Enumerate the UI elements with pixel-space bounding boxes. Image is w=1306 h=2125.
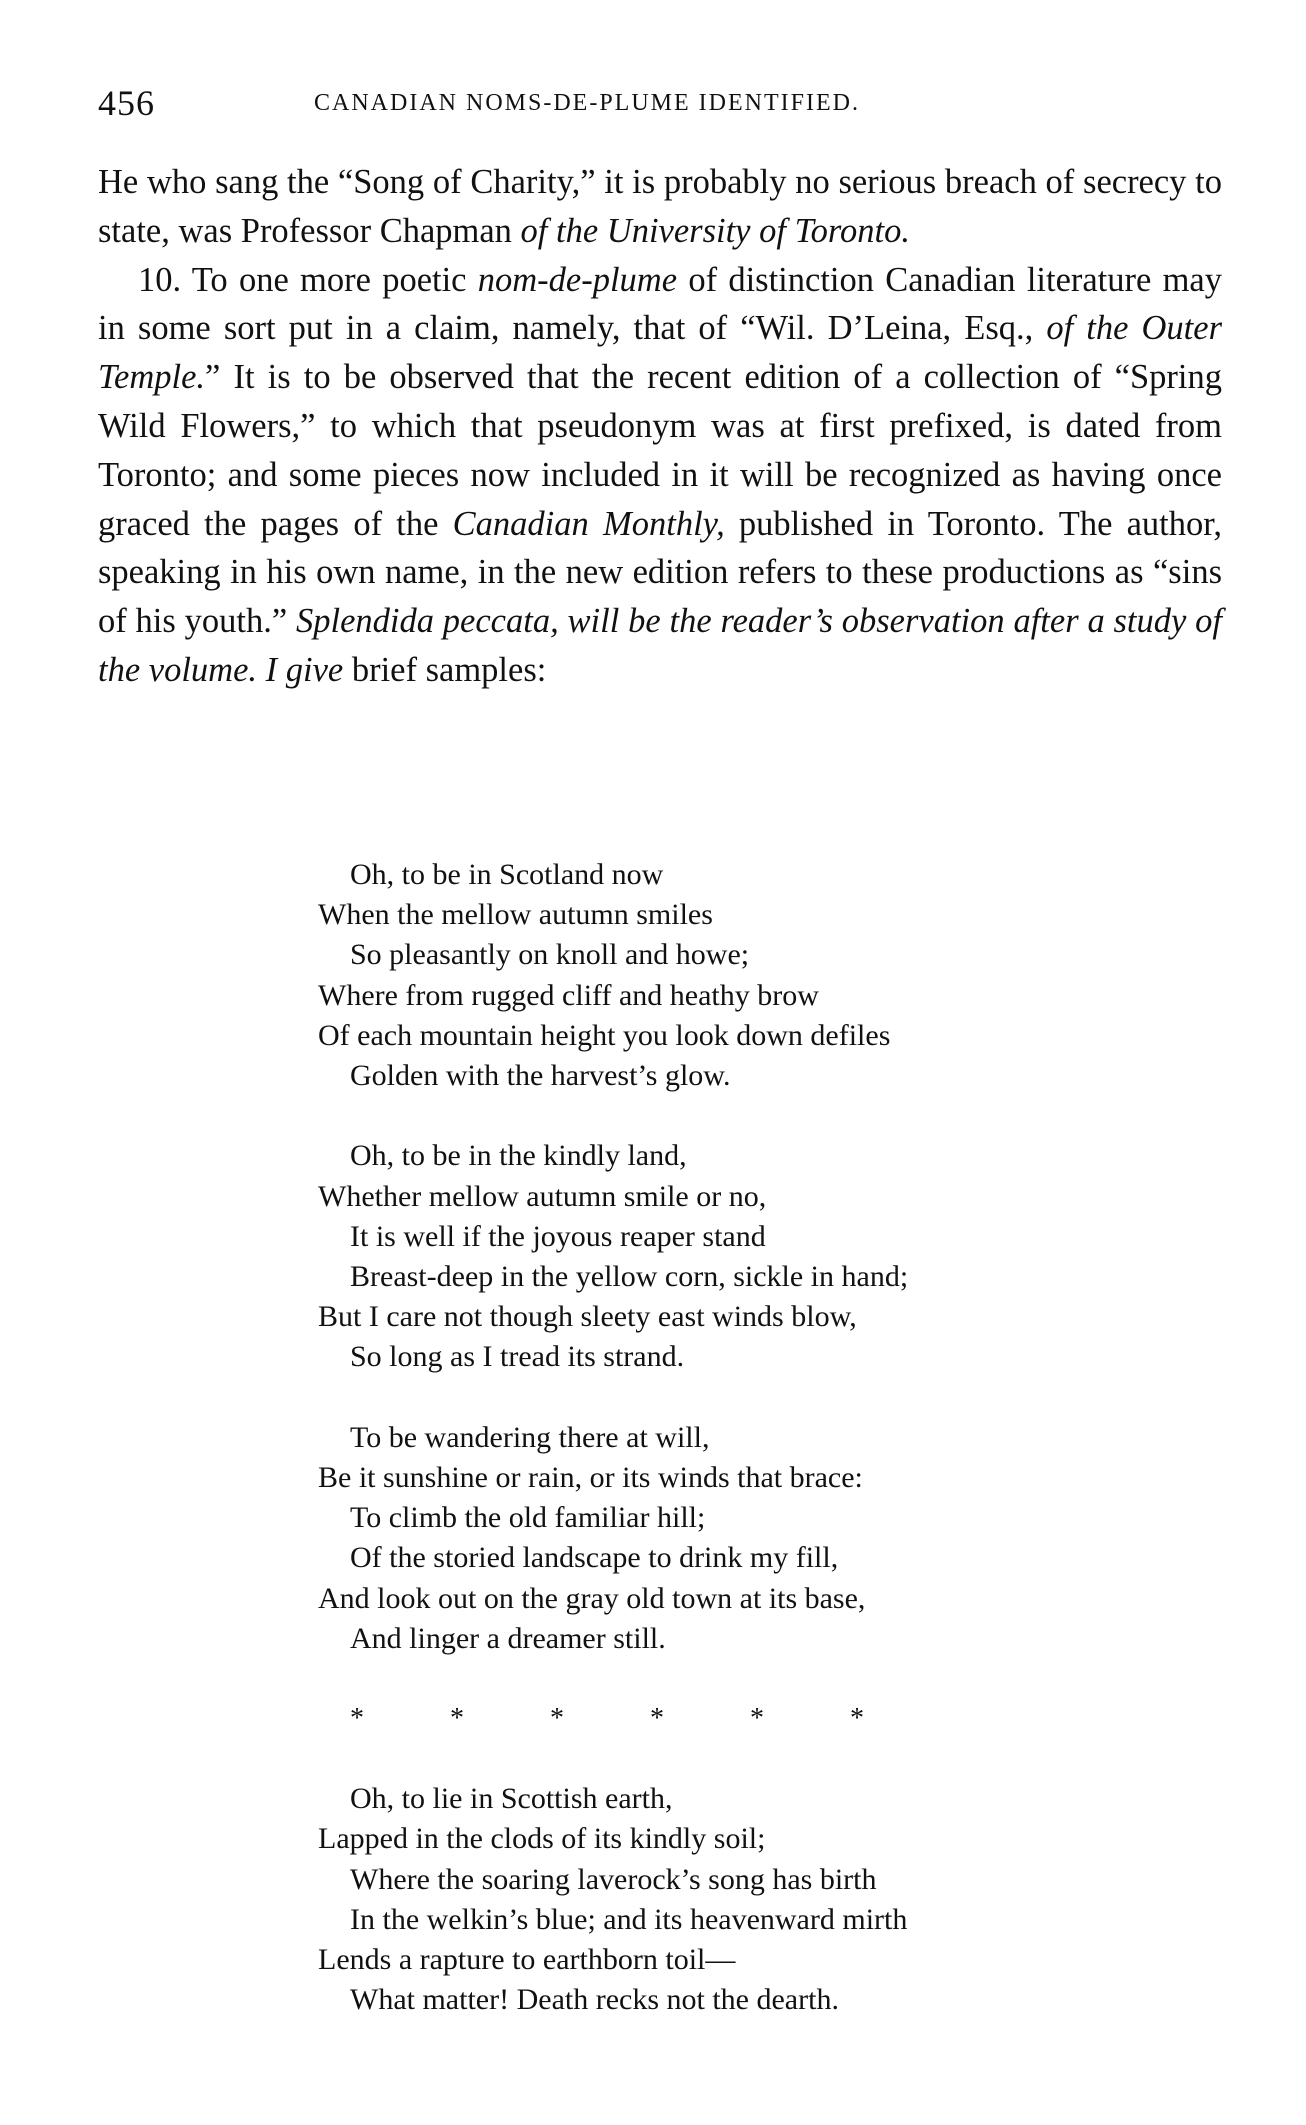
paragraph-10-splendida-peccata: Splendida peccata, will be the reader’s observation after a study of the volume. [98,602,1222,689]
poem-line: So pleasantly on knoll and howe; [350,938,750,972]
poem-line: Where from rugged cliff and heathy brow [318,978,819,1012]
asterisk: * [550,1703,564,1735]
poem-line: Lends a rapture to earthborn toil— [318,1943,736,1977]
paragraph-10 [98,256,1222,695]
asterisk: * [750,1703,764,1735]
poem-line: So long as I tread its strand. [350,1340,685,1374]
poem-line: Be it sunshine or rain, or its winds that brace: [318,1461,863,1495]
page-header [98,82,1222,132]
poem-line: Golden with the harvest’s glow. [350,1059,731,1093]
running-head: CANADIAN NOMS-DE-PLUME IDENTIFIED. [314,90,860,116]
paragraph-chapman [98,158,1222,256]
stanza-3 [318,1418,1178,1659]
poem-line: Of the storied landscape to drink my fill, [350,1541,839,1575]
poem-line: Breast-deep in the yellow corn, sickle in hand; [350,1260,909,1294]
poem [318,855,1178,2020]
poem-line: Whether mellow autumn smile or no, [318,1179,767,1213]
paragraph-10-part-c: of distinction Canadian literature may in some sort put in a claim, namely, that of “Wil. D’Leina, Esq., [98,260,1222,348]
asterisk: * [350,1703,364,1735]
prose-text [98,158,1222,695]
poem-line: Lapped in the clods of its kindly soil; [318,1822,766,1856]
poem-line: Oh, to lie in Scottish earth, [350,1782,673,1816]
paragraph-10-brief-samples: brief samples: [343,650,547,689]
asterisk: * [450,1703,464,1735]
poem-line: And look out on the gray old town at its base, [318,1581,866,1615]
poem-line: What matter! Death recks not the dearth. [350,1983,839,2017]
stanza-1 [318,855,1178,1096]
stanza-2 [318,1136,1178,1377]
asterisk: * [850,1703,864,1735]
asterism-divider [318,1699,1178,1739]
paragraph-10-part-a: 10. To one more poetic [138,260,478,299]
paragraph-chapman-text: He who sang the “Song of Charity,” it is probably no serious breach of secrecy to state, was Professor Chapman [98,163,1222,250]
page-number: 456 [98,83,155,123]
paragraph-chapman-italic: of the University of Toronto. [520,211,910,250]
poem-line: To climb the old familiar hill; [350,1501,706,1535]
poem-line: Of each mountain height you look down defiles [318,1018,891,1052]
poem-line: But I care not though sleety east winds blow, [318,1300,857,1334]
poem-line: When the mellow autumn smiles [318,898,713,932]
poem-line: And linger a dreamer still. [350,1621,666,1655]
poem-line: It is well if the joyous reaper stand [350,1219,766,1253]
poem-line: Oh, to be in the kindly land, [350,1139,687,1173]
paragraph-10-part-g: published in Toronto. The author, speaking in his own name, in the new edition refers to these productions as “sins of his youth.” [98,504,1222,641]
poem-line: In the welkin’s blue; and its heavenward mirth [350,1902,908,1936]
poem-line: To be wandering there at will, [350,1420,710,1454]
stanza-4 [318,1779,1178,2020]
paragraph-10-canadian-monthly: Canadian Monthly, [452,504,725,543]
asterisk: * [650,1703,664,1735]
paragraph-10-i-give: I give [257,650,344,689]
poem-line: Oh, to be in Scotland now [350,858,664,891]
paragraph-10-outer-temple: of the Outer Temple. [98,309,1222,397]
paragraph-10-part-e: ” It is to be observed that the recent edition of a collection of “Spring Wild Flowers,” to which that pseudonym was at first prefixed, is dated from Toronto; and some pieces now included in it will be recognized as having once graced the pages of the [98,358,1222,543]
poem-line: Where the soaring laverock’s song has birth [350,1862,877,1896]
paragraph-10-nom-de-plume: nom-de-plume [477,260,678,299]
